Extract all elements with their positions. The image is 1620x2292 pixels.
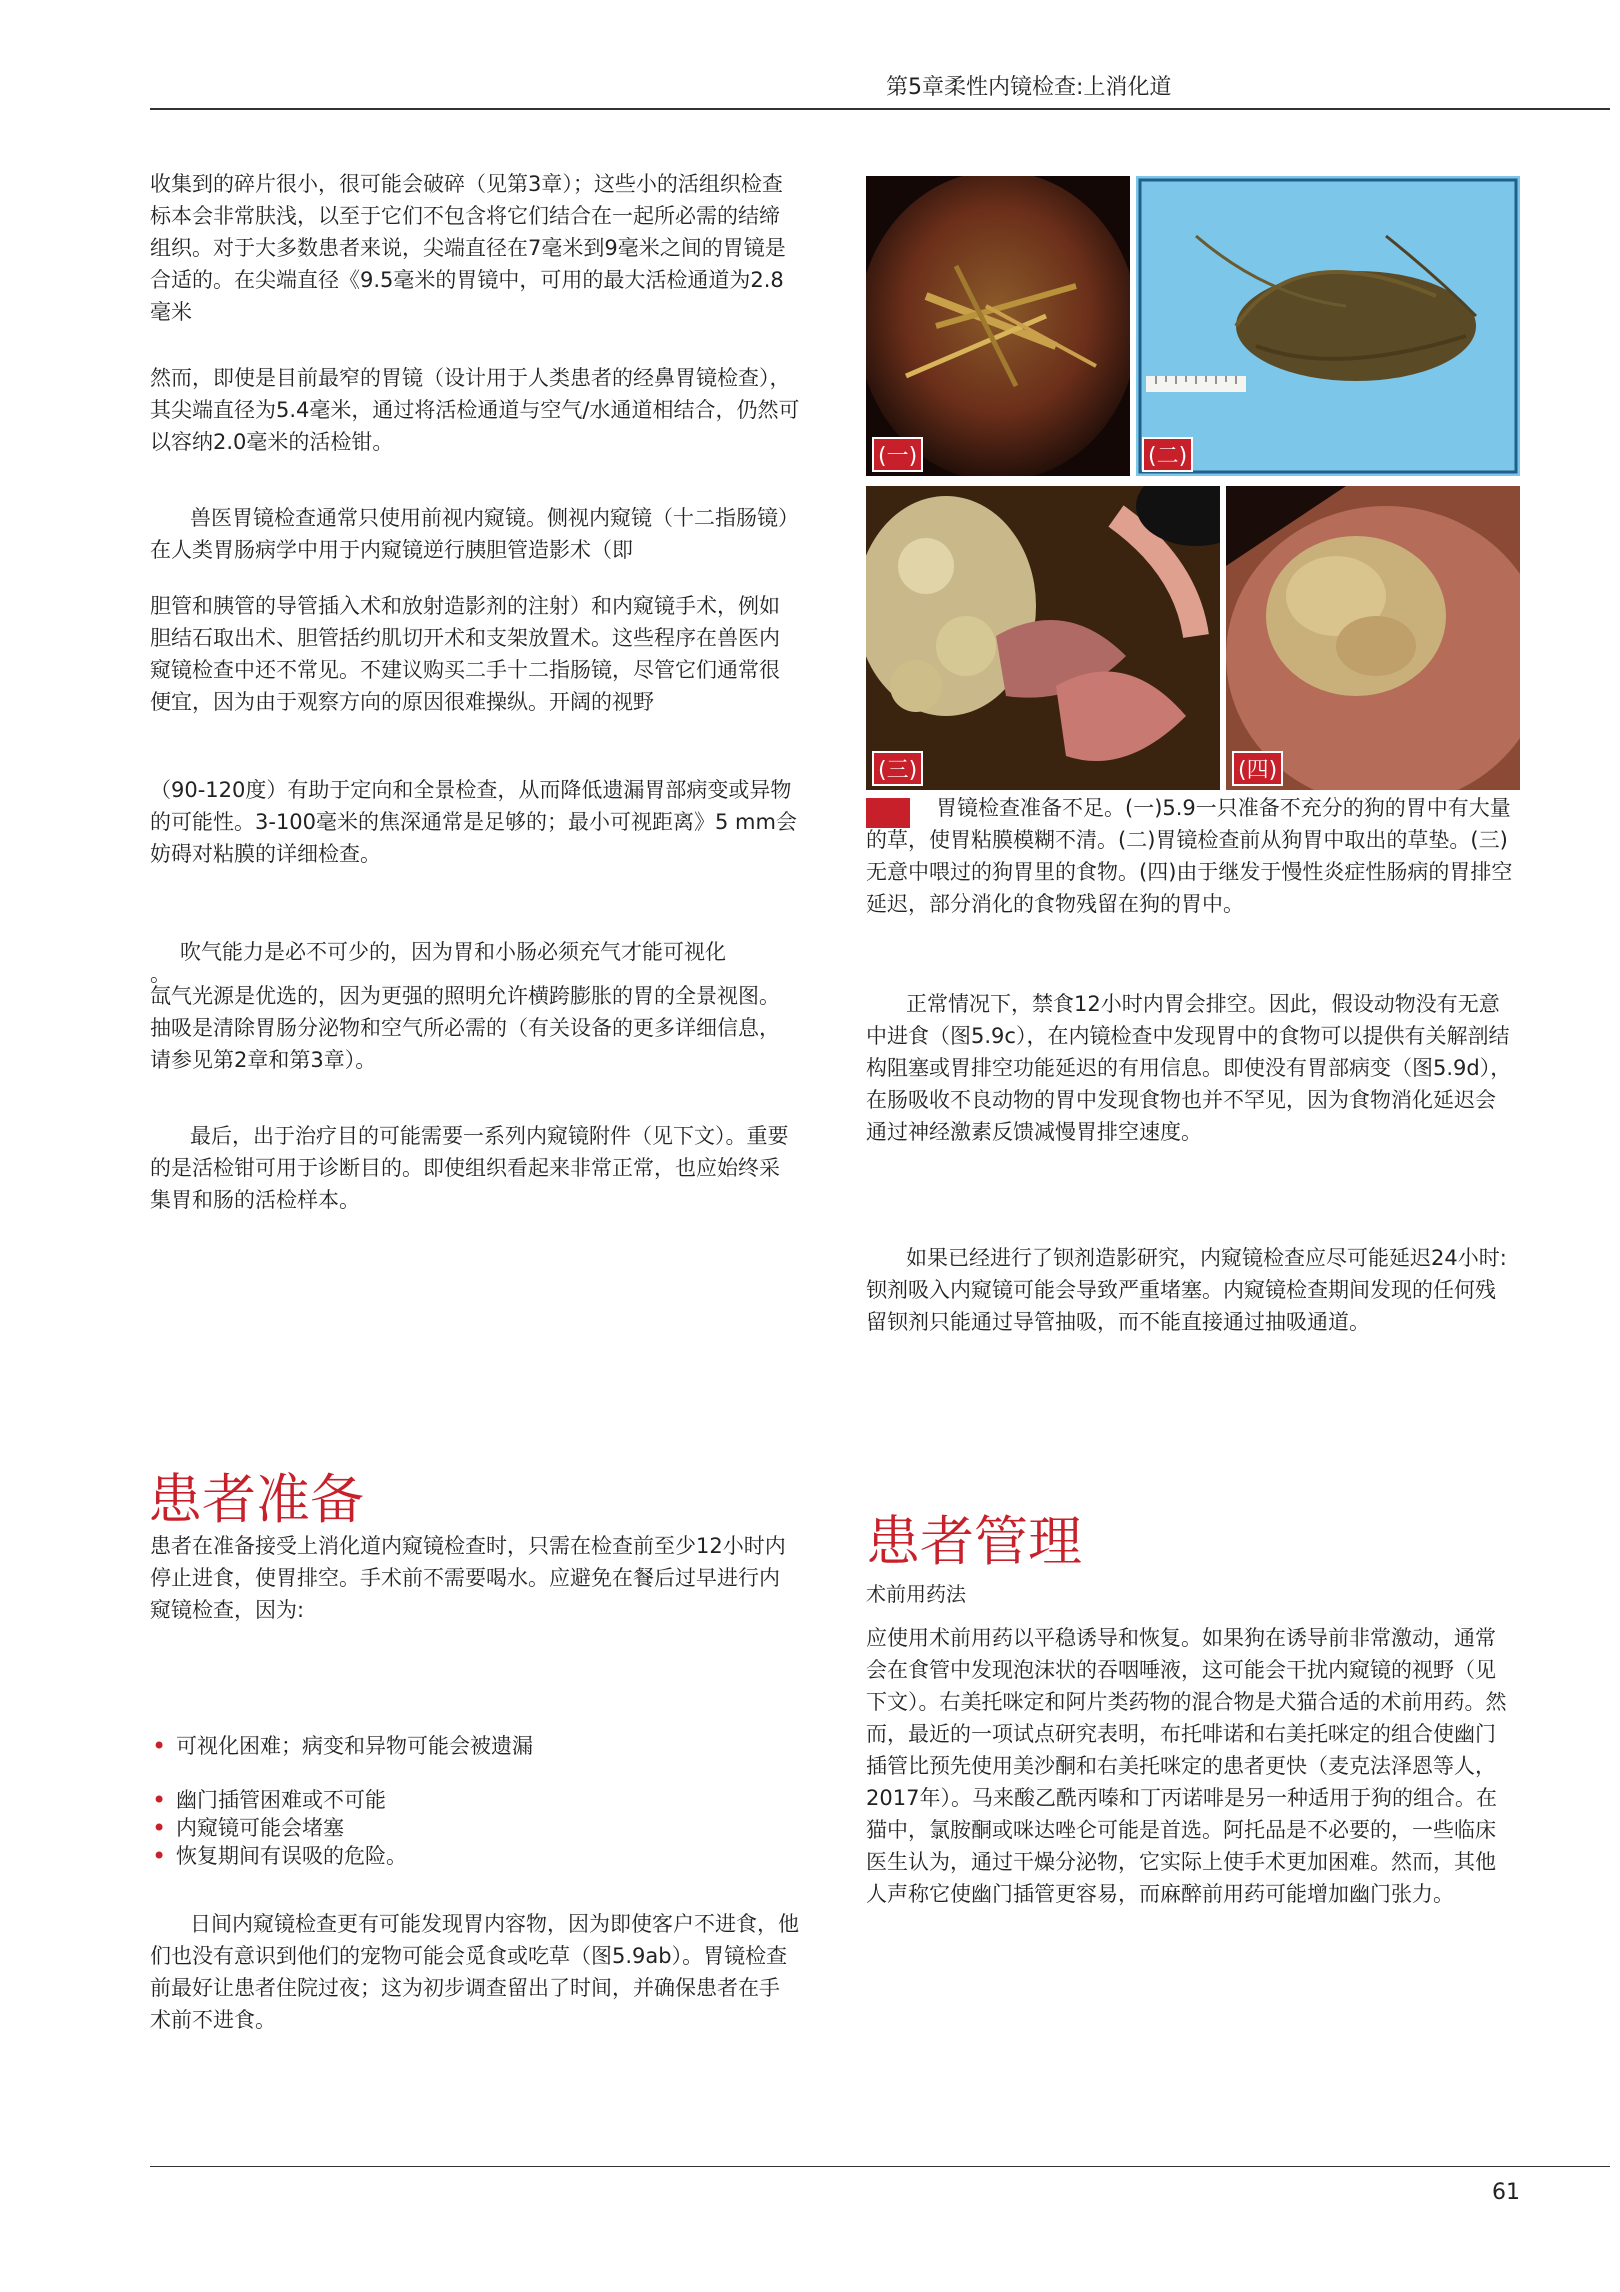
left-column-lower	[150, 1530, 800, 1626]
right-column	[866, 988, 1516, 1338]
list-item: • 内窥镜可能会堵塞	[152, 1814, 792, 1842]
paragraph: 氙气光源是优选的，因为更强的照明允许横跨膨胀的胃的全景视图。抽吸是清除胃肠分泌物和空气所必需的（有关设备的更多详细信息，请参见第2章和第3章）。	[150, 984, 780, 1072]
figure-label: (一)	[872, 437, 923, 472]
figure-label: (二)	[1142, 437, 1193, 472]
paragraph: 如果已经进行了钡剂造影研究，内窥镜检查应尽可能延迟24小时:钡剂吸入内窥镜可能会导致严重堵塞。内窥镜检查期间发现的任何残留钡剂只能通过导管抽吸，而不能直接通过抽吸通道。	[866, 1246, 1507, 1334]
subheading-premedication: 术前用药法	[866, 1582, 966, 1606]
left-column	[150, 168, 800, 1216]
figure-c-stomach-food	[866, 486, 1220, 790]
bullet-list	[152, 1732, 792, 1870]
list-item: • 可视化困难；病变和异物可能会被遗漏	[152, 1732, 792, 1760]
figure-d-illustration	[1226, 486, 1520, 790]
section-heading-patient-management: 患者管理	[866, 1510, 1082, 1573]
figure-a-endoscopy-grass	[866, 176, 1130, 476]
list-item: • 幽门插管困难或不可能	[152, 1786, 792, 1814]
figure-a-illustration	[866, 176, 1130, 476]
figure-label: (三)	[872, 751, 923, 786]
header-rule	[150, 108, 1610, 110]
paragraph: 。	[150, 962, 171, 986]
right-column-lower	[866, 1622, 1516, 1910]
caption-text: 胃镜检查准备不足。(一)5.9一只准备不充分的狗的胃中有大量的草，使胃粘膜模糊不清。(二)胃镜检查前从狗胃中取出的草垫。(三)无意中喂过的狗胃里的食物。(四)由于继发于慢性炎症性肠病的胃排空延迟，部分消化的食物残留在狗的胃中。	[866, 796, 1513, 916]
list-item: • 恢复期间有误吸的危险。	[152, 1842, 792, 1870]
page-number: 61	[1492, 2180, 1520, 2205]
paragraph: 胆管和胰管的导管插入术和放射造影剂的注射）和内窥镜手术，例如胆结石取出术、胆管括约肌切开术和支架放置术。这些程序在兽医内窥镜检查中还不常见。不建议购买二手十二指肠镜，尽管它们通常很便宜，因为由于观察方向的原因很难操纵。开阔的视野	[150, 594, 780, 714]
paragraph: 然而，即使是目前最窄的胃镜（设计用于人类患者的经鼻胃镜检查），其尖端直径为5.4毫米，通过将活检通道与空气/水通道相结合，仍然可以容纳2.0毫米的活检钳。	[150, 366, 800, 454]
left-column-closing	[150, 1908, 800, 2036]
paragraph: （90-120度）有助于定向和全景检查，从而降低遗漏胃部病变或异物的可能性。3-100毫米的焦深通常是足够的；最小可视距离》5 mm会妨碍对粘膜的详细检查。	[150, 778, 797, 866]
figure-b-illustration	[1136, 176, 1520, 476]
chapter-title: 第5章柔性内镜检查:上消化道	[886, 75, 1172, 100]
footer-rule	[150, 2166, 1610, 2167]
figure-label: (四)	[1232, 751, 1283, 786]
paragraph: 最后，出于治疗目的可能需要一系列内窥镜附件（见下文）。重要的是活检钳可用于诊断目的。即使组织看起来非常正常，也应始终采集胃和肠的活检样本。	[150, 1124, 789, 1212]
paragraph: 正常情况下，禁食12小时内胃会排空。因此，假设动物没有无意中进食（图5.9c），在内镜检查中发现胃中的食物可以提供有关解剖结构阻塞或胃排空功能延迟的有用信息。即使没有胃部病变（图5.9d），在肠吸收不良动物的胃中发现食物也并不罕见，因为食物消化延迟会通过神经激素反馈减慢胃排空速度。	[866, 992, 1512, 1144]
figure-b-grass-mat	[1136, 176, 1520, 476]
figure-d-partially-digested-food	[1226, 486, 1520, 790]
paragraph: 应使用术前用药以平稳诱导和恢复。如果狗在诱导前非常激动，通常会在食管中发现泡沫状的吞咽唾液，这可能会干扰内窥镜的视野（见下文）。右美托咪定和阿片类药物的混合物是犬猫合适的术前用药。然而，最近的一项试点研究表明，布托啡诺和右美托咪定的组合使幽门插管比预先使用美沙酮和右美托咪定的患者更快（麦克法泽恩等人，2017年）。马来酸乙酰丙嗪和丁丙诺啡是另一种适用于狗的组合。在猫中，氯胺酮或咪达唑仑可能是首选。阿托品是不必要的，一些临床医生认为，通过干燥分泌物，它实际上使手术更加困难。然而，其他人声称它使幽门插管更容易，而麻醉前用药可能增加幽门张力。	[866, 1626, 1507, 1906]
section-heading-patient-preparation: 患者准备	[148, 1468, 364, 1531]
figure-caption	[866, 792, 1516, 920]
paragraph: 兽医胃镜检查通常只使用前视内窥镜。侧视内窥镜（十二指肠镜）在人类胃肠病学中用于内窥镜逆行胰胆管造影术（即	[150, 506, 799, 562]
paragraph: 收集到的碎片很小，很可能会破碎（见第3章）；这些小的活组织检查标本会非常肤浅，以至于它们不包含将它们结合在一起所必需的结缔组织。对于大多数患者来说，尖端直径在7毫米到9毫米之间的胃镜是合适的。在尖端直径《9.5毫米的胃镜中，可用的最大活检通道为2.8毫米	[150, 172, 786, 324]
figure-c-illustration	[866, 486, 1220, 790]
paragraph: 患者在准备接受上消化道内窥镜检查时，只需在检查前至少12小时内停止进食，使胃排空。手术前不需要喝水。应避免在餐后过早进行内窥镜检查，因为:	[150, 1534, 786, 1622]
paragraph: 吹气能力是必不可少的，因为胃和小肠必须充气才能可视化	[180, 940, 726, 964]
paragraph: 日间内窥镜检查更有可能发现胃内容物，因为即使客户不进食，他们也没有意识到他们的宠物可能会觅食或吃草（图5.9ab）。胃镜检查前最好让患者住院过夜；这为初步调查留出了时间，并确保患者在手术前不进食。	[150, 1912, 799, 2032]
